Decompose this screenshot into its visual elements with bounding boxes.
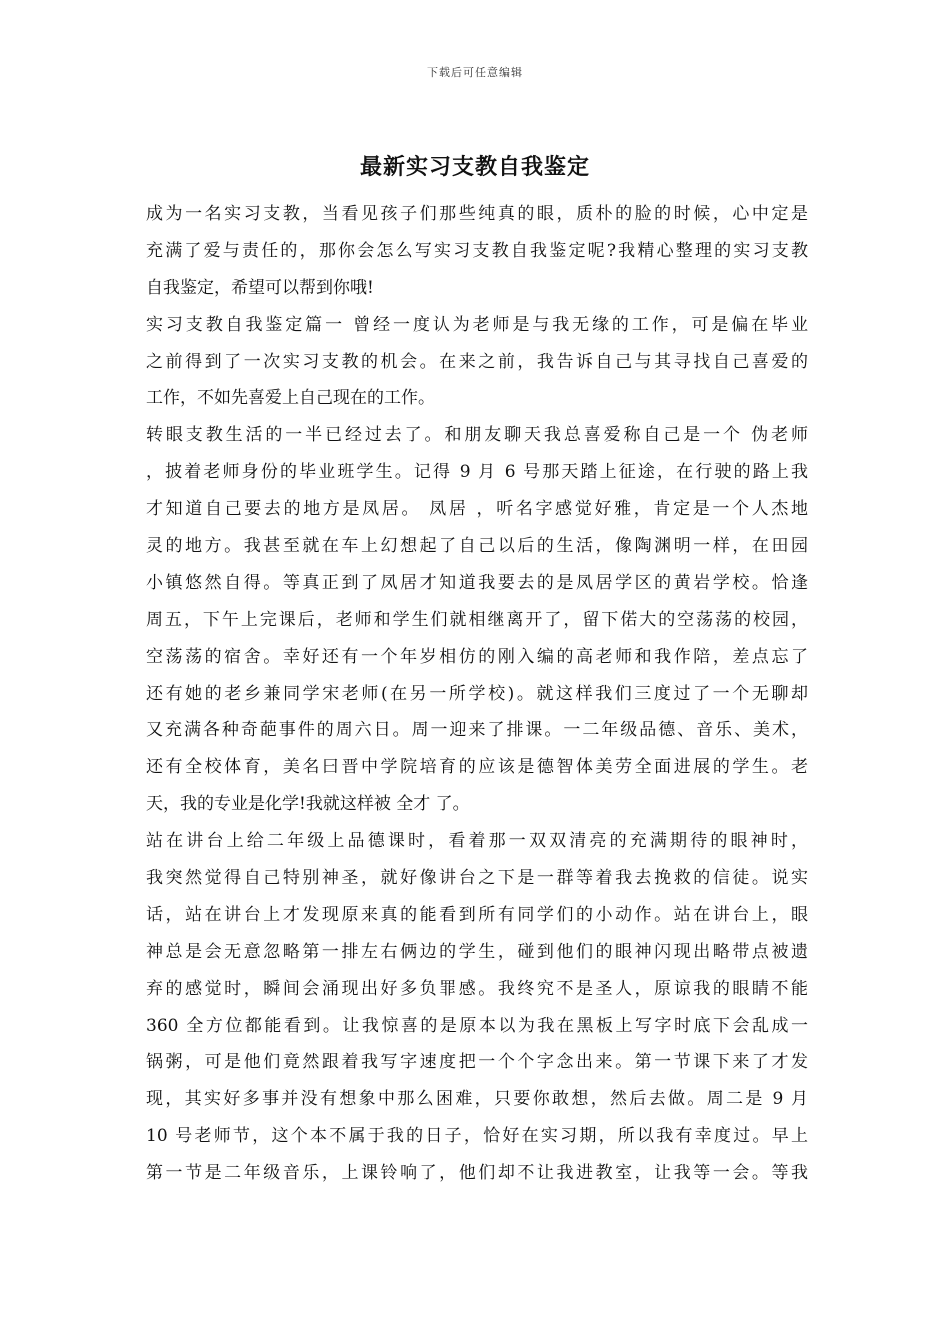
- page-title: 最新实习支教自我鉴定: [359, 154, 590, 180]
- text-line: 才知道自己要去的地方是凤居。 凤居 ，听名字感觉好雅，肯定是一个人杰地: [146, 499, 808, 520]
- text-line: 转眼支教生活的一半已经过去了。和朋友聊天我总喜爱称自己是一个 伪老师: [146, 425, 808, 446]
- text-line: 工作，不如先喜爱上自己现在的工作。: [146, 388, 435, 409]
- text-line: 天，我的专业是化学!我就这样被 全才 了。: [146, 794, 470, 815]
- text-line: 360 全方位都能看到。让我惊喜的是原本以为我在黑板上写字时底下会乱成一: [146, 1015, 808, 1036]
- text-line: 之前得到了一次实习支教的机会。在来之前，我告诉自己与其寻找自己喜爱的: [146, 351, 808, 372]
- text-line: 又充满各种奇葩事件的周六日。周一迎来了排课。一二年级品德、音乐、美术，: [146, 720, 808, 741]
- text-line: 第一节是二年级音乐，上课铃响了，他们却不让我进教室，让我等一会。等我: [146, 1163, 808, 1184]
- text-line: 实习支教自我鉴定篇一 曾经一度认为老师是与我无缘的工作，可是偏在毕业: [146, 314, 808, 335]
- text-line: 站在讲台上给二年级上品德课时，看着那一双双清亮的充满期待的眼神时，: [146, 831, 808, 852]
- text-line: 成为一名实习支教，当看见孩子们那些纯真的眼，质朴的脸的时候，心中定是: [146, 204, 808, 224]
- text-line: 充满了爱与责任的，那你会怎么写实习支教自我鉴定呢?我精心整理的实习支教: [146, 240, 808, 261]
- text-line: 还有她的老乡兼同学宋老师(在另一所学校)。就这样我们三度过了一个无聊却: [146, 683, 808, 704]
- text-line: 神总是会无意忽略第一排左右俩边的学生，碰到他们的眼神闪现出略带点被遗: [146, 941, 808, 962]
- text-line: ，披着老师身份的毕业班学生。记得 9 月 6 号那天踏上征途，在行驶的路上我: [146, 462, 808, 483]
- text-line: 自我鉴定，希望可以帮到你哦!: [146, 277, 374, 298]
- text-line: 锅粥，可是他们竟然跟着我写字速度把一个个字念出来。第一节课下来了才发: [146, 1052, 808, 1073]
- text-line: 10 号老师节，这个本不属于我的日子，恰好在实习期，所以我有幸度过。早上: [146, 1126, 808, 1147]
- text-line: 小镇悠然自得。等真正到了凤居才知道我要去的是凤居学区的黄岩学校。恰逢: [146, 572, 808, 593]
- text-line: 周五，下午上完课后，老师和学生们就相继离开了，留下偌大的空荡荡的校园，: [146, 609, 808, 630]
- text-line: 话，站在讲台上才发现原来真的能看到所有同学们的小动作。站在讲台上，眼: [146, 904, 808, 925]
- text-line: 还有全校体育，美名曰晋中学院培育的应该是德智体美劳全面进展的学生。老: [146, 757, 808, 778]
- text-line: 我突然觉得自己特别神圣，就好像讲台之下是一群等着我去挽救的信徒。说实: [146, 868, 808, 889]
- text-line: 空荡荡的宿舍。幸好还有一个年岁相仿的刚入编的高老师和我作陪，差点忘了: [146, 646, 808, 667]
- text-line: 弃的感觉时，瞬间会涌现出好多负罪感。我终究不是圣人，原谅我的眼睛不能: [146, 978, 808, 999]
- header-note: 下载后可任意编辑: [427, 66, 523, 79]
- text-line: 灵的地方。我甚至就在车上幻想起了自己以后的生活，像陶渊明一样，在田园: [146, 536, 808, 557]
- text-line: 现，其实好多事并没有想象中那么困难，只要你敢想，然后去做。周二是 9 月: [146, 1089, 808, 1110]
- body-text: [146, 196, 808, 1192]
